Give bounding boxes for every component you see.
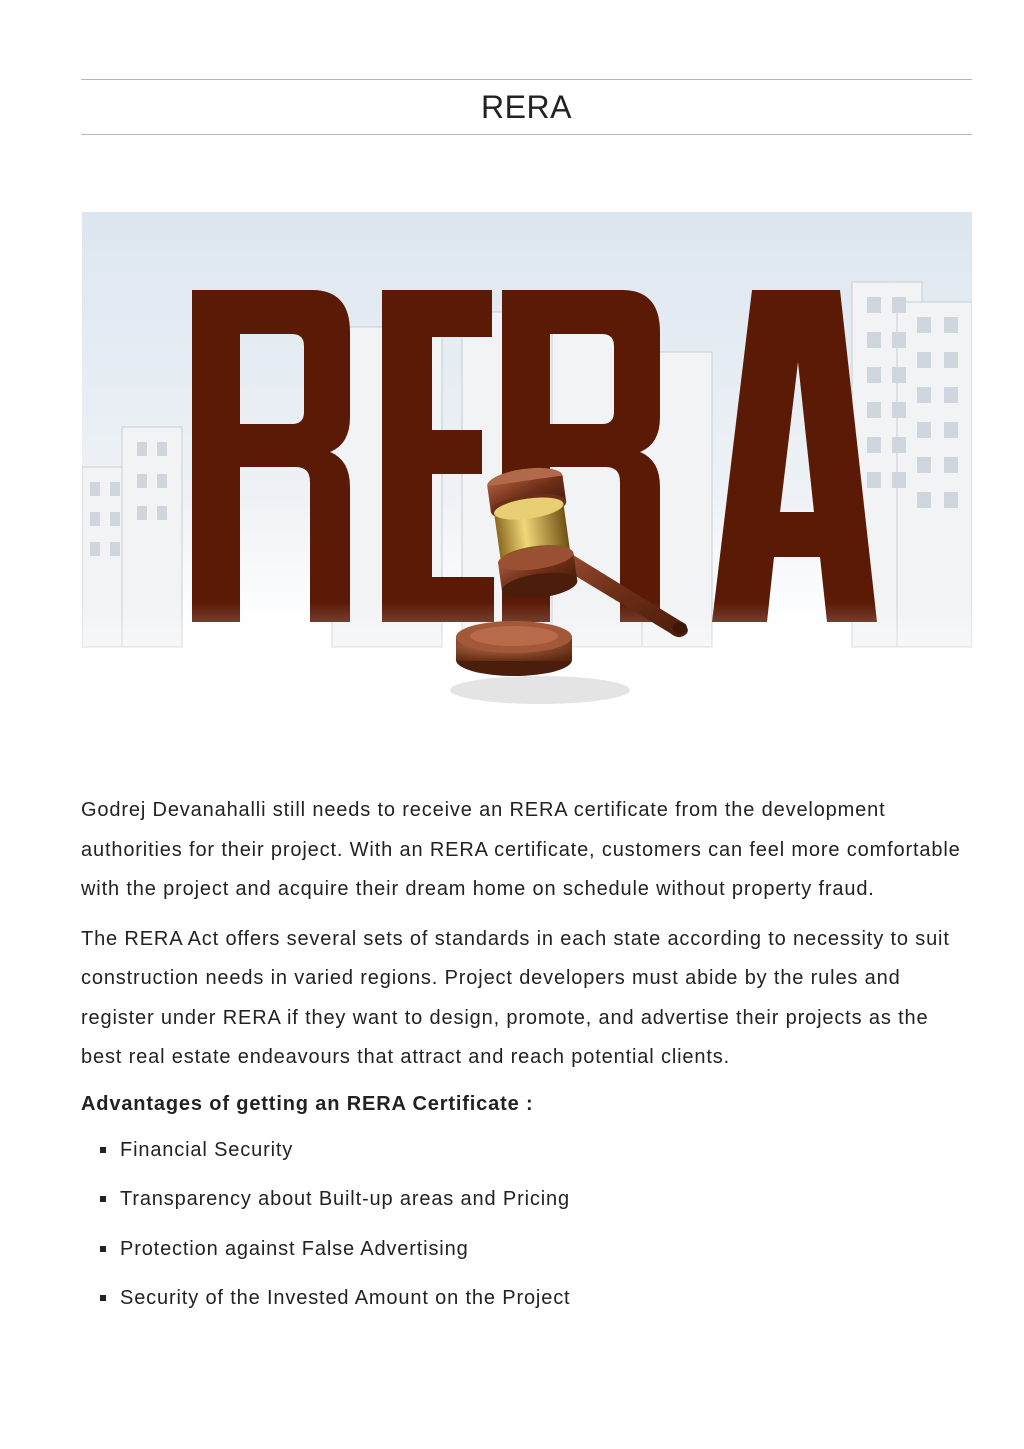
advantages-list: [81, 1134, 976, 1315]
square-bullet-icon: [100, 1295, 106, 1301]
advantages-heading: Advantages of getting an RERA Certificate :: [81, 1092, 534, 1115]
list-item-label: Protection against False Advertising: [120, 1237, 469, 1260]
list-item: [81, 1282, 976, 1314]
list-item: [81, 1183, 976, 1215]
page-header: [81, 79, 972, 135]
list-item: [81, 1134, 976, 1166]
list-item-label: Transparency about Built-up areas and Pricing: [120, 1188, 570, 1210]
page-title: RERA: [481, 88, 572, 125]
square-bullet-icon: [100, 1246, 106, 1252]
list-item: [81, 1233, 976, 1265]
square-bullet-icon: [100, 1147, 106, 1153]
list-item-label: Security of the Invested Amount on the Project: [120, 1287, 571, 1309]
square-bullet-icon: [100, 1196, 106, 1202]
rera-hero-image: [82, 212, 972, 730]
rera-act-paragraph: The RERA Act offers several sets of standards in each state according to necessity to suit construction needs in varied regions. Project developers must abide by the rules and register under RERA if they want to design, promote, and advertise their projects as the best real estate endeavours that attract and reach potential clients.: [81, 927, 950, 1068]
list-item-label: Financial Security: [120, 1138, 294, 1161]
article-body: [81, 791, 976, 1332]
intro-paragraph: Godrej Devanahalli still needs to receive an RERA certificate from the development authorities for their project. With an RERA certificate, customers can feel more comfortable with the project and acquire their dream home on schedule without property fraud.: [81, 799, 961, 900]
